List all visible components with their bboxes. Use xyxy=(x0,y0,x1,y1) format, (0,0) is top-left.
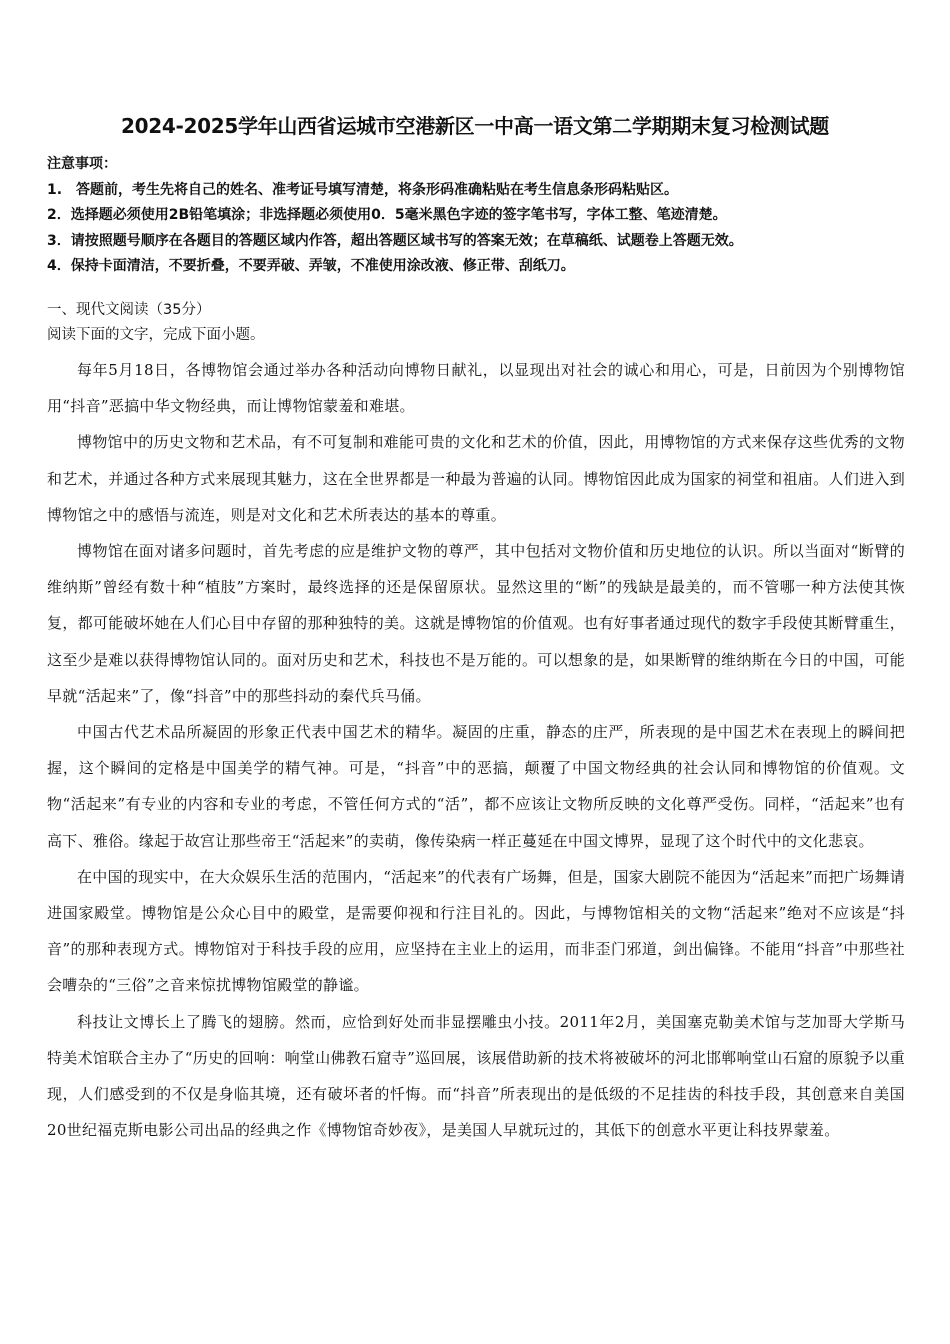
notice-heading: 注意事项： xyxy=(47,156,117,172)
section-intro: 阅读下面的文字，完成下面小题。 xyxy=(47,327,265,343)
notice-item: 1. 答题前，考生先将自己的姓名、准考证号填写清楚，将条形码准确粘贴在考生信息条形码粘贴区。 xyxy=(47,181,679,198)
notice-item: 3．请按照题号顺序在各题目的答题区域内作答，超出答题区域书写的答案无效；在草稿纸、试题卷上答题无效。 xyxy=(47,232,743,249)
reading-passage xyxy=(47,352,905,1148)
passage-paragraph: 博物馆在面对诸多问题时，首先考虑的应是维护文物的尊严，其中包括对文物价值和历史地位的认识。所以当面对“断臂的维纳斯”曾经有数十种“植肢”方案时，最终选择的还是保留原状。显然这里的“断”的残缺是最美的，而不管哪一种方法使其恢复，都可能破坏她在人们心目中存留的那种独特的美。这就是博物馆的价值观。也有好事者通过现代的数字手段使其断臂重生，这至少是难以获得博物馆认同的。面对历史和艺术，科技也不是万能的。可以想象的是，如果断臂的维纳斯在今日的中国，可能早就“活起来”了，像“抖音”中的那些抖动的秦代兵马俑。 xyxy=(47,542,905,705)
passage-paragraph: 中国古代艺术品所凝固的形象正代表中国艺术的精华。凝固的庄重，静态的庄严，所表现的是中国艺术在表现上的瞬间把握，这个瞬间的定格是中国美学的精气神。可是，“抖音”中的恶搞，颠覆了中国文物经典的社会认同和博物馆的价值观。文物“活起来”有专业的内容和专业的考虑，不管任何方式的“活”，都不应该让文物所反映的文化尊严受伤。同样，“活起来”也有高下、雅俗。缘起于故宫让那些帝王“活起来”的卖萌，像传染病一样正蔓延在中国文博界，显现了这个时代中的文化悲哀。 xyxy=(47,723,905,850)
passage-paragraph: 博物馆中的历史文物和艺术品，有不可复制和难能可贵的文化和艺术的价值，因此，用博物馆的方式来保存这些优秀的文物和艺术，并通过各种方式来展现其魅力，这在全世界都是一种最为普遍的认同。博物馆因此成为国家的祠堂和祖庙。人们进入到博物馆之中的感悟与流连，则是对文化和艺术所表达的基本的尊重。 xyxy=(47,433,905,524)
page-title: 2024-2025学年山西省运城市空港新区一中高一语文第二学期期末复习检测试题 xyxy=(121,114,829,138)
notice-block xyxy=(47,152,917,280)
notice-item: 2．选择题必须使用2B铅笔填涂；非选择题必须使用0．5毫米黑色字迹的签字笔书写，字体工整、笔迹清楚。 xyxy=(47,207,727,223)
passage-paragraph: 在中国的现实中，在大众娱乐生活的范围内，“活起来”的代表有广场舞，但是，国家大剧院不能因为“活起来”而把广场舞请进国家殿堂。博物馆是公众心目中的殿堂，是需要仰视和行注目礼的。因此，与博物馆相关的文物“活起来”绝对不应该是“抖音”的那种表现方式。博物馆对于科技手段的应用，应坚持在主业上的运用，而非歪门邪道，剑出偏锋。不能用“抖音”中那些社会嘈杂的“三俗”之音来惊扰博物馆殿堂的静谧。 xyxy=(47,867,905,995)
passage-paragraph: 每年5月18日，各博物馆会通过举办各种活动向博物日献礼，以显现出对社会的诚心和用心，可是，日前因为个别博物馆用“抖音”恶搞中华文物经典，而让博物馆蒙羞和难堪。 xyxy=(47,361,905,416)
section-heading: 一、现代文阅读（35分） xyxy=(47,302,211,318)
notice-item: 4．保持卡面清洁，不要折叠，不要弄破、弄皱，不准使用涂改液、修正带、刮纸刀。 xyxy=(47,258,575,274)
passage-paragraph: 科技让文博长上了腾飞的翅膀。然而，应恰到好处而非显摆雕虫小技。2011年2月，美国塞克勒美术馆与芝加哥大学斯马特美术馆联合主办了“历史的回响：响堂山佛教石窟寺”巡回展，该展借助新的技术将被破坏的河北邯郸响堂山石窟的原貌予以重现，人们感受到的不仅是身临其境，还有破坏者的忏悔。而“抖音”所表现出的是低级的不足挂齿的科技手段，其创意来自美国20世纪福克斯电影公司出品的经典之作《博物馆奇妙夜》，是美国人早就玩过的，其低下的创意水平更让科技界蒙羞。 xyxy=(47,1012,905,1140)
